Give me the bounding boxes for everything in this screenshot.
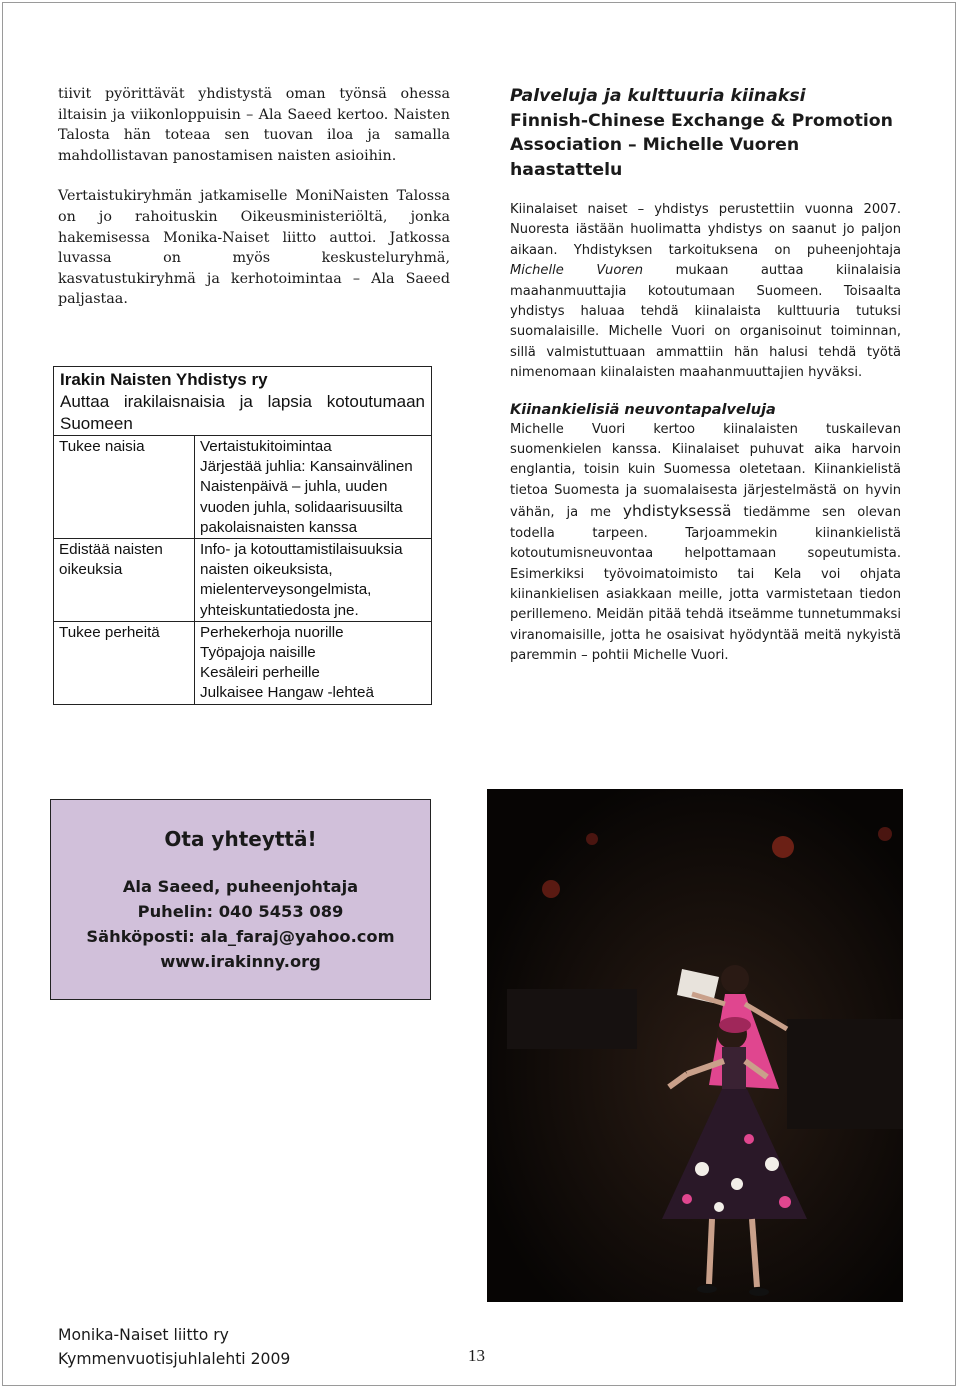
association-info-table (53, 366, 432, 705)
row-line: Julkaisee Hangaw -lehteä (200, 684, 374, 702)
row-line: Järjestää juhlia: Kansainvälinen Naistenpäivä – juhla, uuden vuoden juhla, solidaarisuusilta pakolaisnaisten kanssa (200, 458, 413, 536)
piano-shape (507, 989, 637, 1049)
contact-line: Sähköposti: ala_faraj@yahoo.com (86, 927, 395, 946)
contact-line: Puhelin: 040 5453 089 (137, 902, 344, 921)
stage-prop (787, 1019, 903, 1129)
contact-line: www.irakinny.org (160, 952, 321, 971)
table-row (54, 436, 432, 539)
body-text-cont: tiedämme sen olevan todella tarpeen. Tarjoammekin kiinankielistä kotoutumisneuvontaa helpottamaan sopeutumista. Esimerkiksi työvoimatoimisto tai Kela voi ohjata kiinankielisen asiakkaan meille, jotta varmistetaan tiedon perillemeno. Meidän pitää tehdä itseämme tunnetummaksi viranomaisille, jotta he osaisivat hyödyntää meitä nykyistä paremmin – pohtii Michelle Vuori. (510, 505, 901, 664)
body-paragraph (510, 420, 901, 667)
row-label: Edistää naisten oikeuksia (54, 539, 195, 622)
row-label: Tukee perheitä (54, 621, 195, 704)
lantern-icon (878, 827, 892, 841)
intro-name: Michelle Vuoren (510, 263, 644, 279)
row-content (195, 436, 432, 539)
left-paragraph-1: tiivit pyörittävät yhdistystä oman työnsä ohessa iltaisin ja viikonloppuisin – Ala Saeed kertoo. Naisten Talosta hän toteaa sen tuovan iloa ja samalla mahdollistavan panostamisen naisten asioihin. (58, 86, 450, 164)
left-paragraph-2: Vertaistukiryhmän jatkamiselle MoniNaisten Talossa on jo rahoituskin Oikeusministeriöltä, jonka hakemisessa Monika-Naiset liitto auttoi. Jatkossa luvassa on myös keskusteluryhmä, kasvatustukiryhmä ja kerhotoimintaa – Ala Saeed paljastaa. (58, 188, 450, 308)
body-big-word: yhdistyksessä (622, 502, 732, 521)
row-line: Vertaistukitoimintaa (200, 438, 332, 455)
intro-text-cont: mukaan auttaa kiinalaisia maahanmuuttajia kotoutumaan Suomeen. Toisaalta yhdistys haluaa tehdä kiinalaista kulttuuria tutuksi suomalaisille. Michelle Vuori on organisoinut toiminnan, sillä valmistuttuaan ammattiin hän halusi tehdä työtä nimenomaan kiinalaisten maahanmuuttajien hyväksi. (510, 263, 901, 381)
headline-italic: Palveluja ja kulttuuria kiinaksi (510, 86, 806, 106)
article-subheading: Kiinankielisiä neuvontapalveluja (510, 401, 776, 418)
page-footer (58, 1323, 290, 1371)
intro-paragraph (510, 200, 901, 384)
body-text: Michelle Vuori kertoo kiinalaisten tuskailevan suomenkielen kanssa. Kiinalaiset puhuvat aika harvoin englantia, toisin kuin Suomessa oletetaan. Kiinankielistä tietoa Suomesta ja suomalaisesta järjestelmästä on hyvin vähän, ja me (510, 421, 901, 521)
table-row (54, 621, 432, 704)
row-label: Tukee naisia (54, 436, 195, 539)
dance-performance-photo (487, 789, 903, 1302)
row-line: Info- ja kotouttamistilaisuuksia naisten oikeuksista, mielenterveysongelmista, yhteiskuntatiedosta jne. (200, 541, 403, 619)
right-article-column (510, 84, 901, 667)
footer-publication: Kymmenvuotisjuhlalehti 2009 (58, 1350, 291, 1368)
footer-publisher: Monika-Naiset liitto ry (58, 1326, 229, 1344)
intro-text: Kiinalaiset naiset – yhdistys perustettiin vuonna 2007. Nuoresta iästään huolimatta yhdistys on saanut jo paljon aikaan. Yhdistyksen tarkoituksena on puheenjohtaja (510, 202, 901, 258)
lantern-icon (542, 880, 560, 898)
row-line: Kesäleiri perheille (200, 664, 320, 682)
headline-bold: Finnish-Chinese Exchange & Promotion Association – Michelle Vuoren haastattelu (510, 110, 893, 180)
contact-lines (51, 874, 430, 974)
left-article-column (58, 84, 450, 330)
contact-box (50, 799, 431, 1000)
table-row (54, 539, 432, 622)
row-line: Perhekerhoja nuorille (200, 623, 344, 641)
article-headline (510, 84, 901, 182)
info-table-header (54, 367, 432, 436)
row-line: Työpajoja naisille (200, 644, 316, 662)
lantern-icon (772, 836, 794, 858)
row-content (195, 539, 432, 622)
lantern-icon (586, 833, 598, 845)
row-content (195, 621, 432, 704)
page-number: 13 (468, 1346, 485, 1365)
photo-illustration (487, 789, 903, 1302)
contact-line: Ala Saeed, puheenjohtaja (122, 877, 359, 896)
info-table-title: Irakin Naisten Yhdistys ry (60, 370, 268, 389)
info-table-subtitle: Auttaa irakilaisnaisia ja lapsia kotoutumaan Suomeen (60, 392, 425, 433)
contact-title: Ota yhteyttä! (164, 827, 317, 851)
